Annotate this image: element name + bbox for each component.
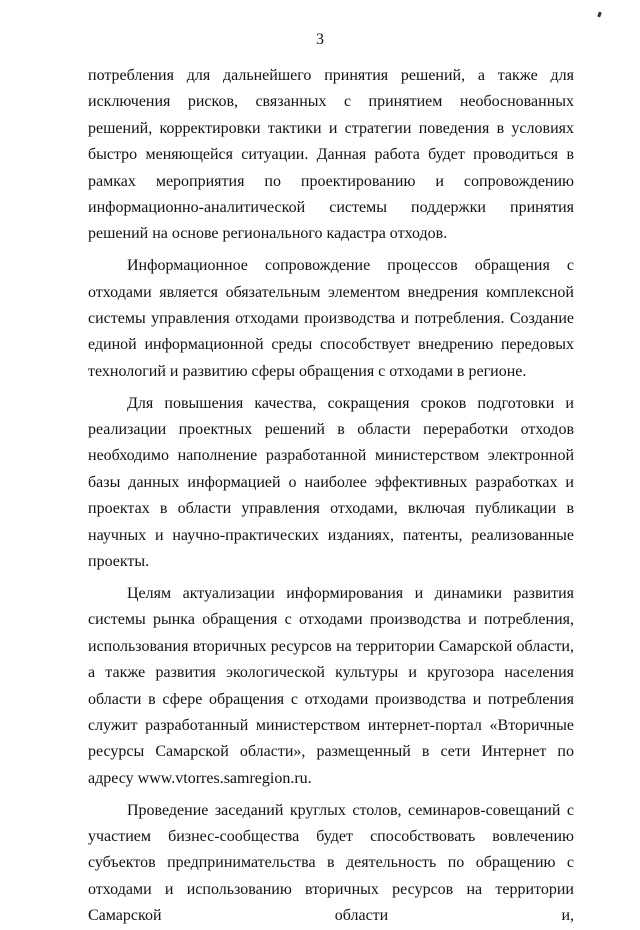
scan-mark [597, 12, 602, 18]
paragraph-2: Информационное сопровождение процессов обращения с отходами является обязательным элементом внедрения комплексной системы управления отходами производства и потребления. Создание единой информационной среды способствует внедрению передовых технологий и развитию сферы обращения с отходами в регионе. [88, 257, 574, 380]
paragraph-5: Проведение заседаний круглых столов, семинаров-совещаний с участием бизнес-сообщества будет способствовать вовлечению субъектов предпринимательства в деятельность по обращению с отходами и использованию вторичных ресурсов на территории Самарской области и, [88, 801, 574, 925]
page-number: 3 [316, 31, 324, 48]
document-body [88, 63, 574, 930]
paragraph-3: Для повышения качества, сокращения сроков подготовки и реализации проектных решений в области переработки отходов необходимо наполнение разработанной министерством электронной базы данных информацией о наиболее эффективных разработках и проектах в области управления отходами, включая публикации в научных и научно-практических изданиях, патенты, реализованные проекты. [88, 394, 574, 571]
paragraph-1: потребления для дальнейшего принятия решений, а также для исключения рисков, связанных с принятием необоснованных решений, корректировки тактики и стратегии поведения в условиях быстро меняющейся ситуации. Данная работа будет проводиться в рамках мероприятия по проектированию и сопровождению информационно-аналитической системы поддержки принятия решений на основе регионального кадастра отходов. [88, 67, 574, 243]
paragraph-4: Целям актуализации информирования и динамики развития системы рынка обращения с отходами производства и потребления, использования вторичных ресурсов на территории Самарской области, а также развития экологической культуры и кругозора населения области в сфере обращения с отходами производства и потребления служит разработанный министерством интернет-портал «Вторичные ресурсы Самарской области», размещенный в сети Интернет по адресу www.vtorres.samregion.ru. [88, 584, 574, 787]
